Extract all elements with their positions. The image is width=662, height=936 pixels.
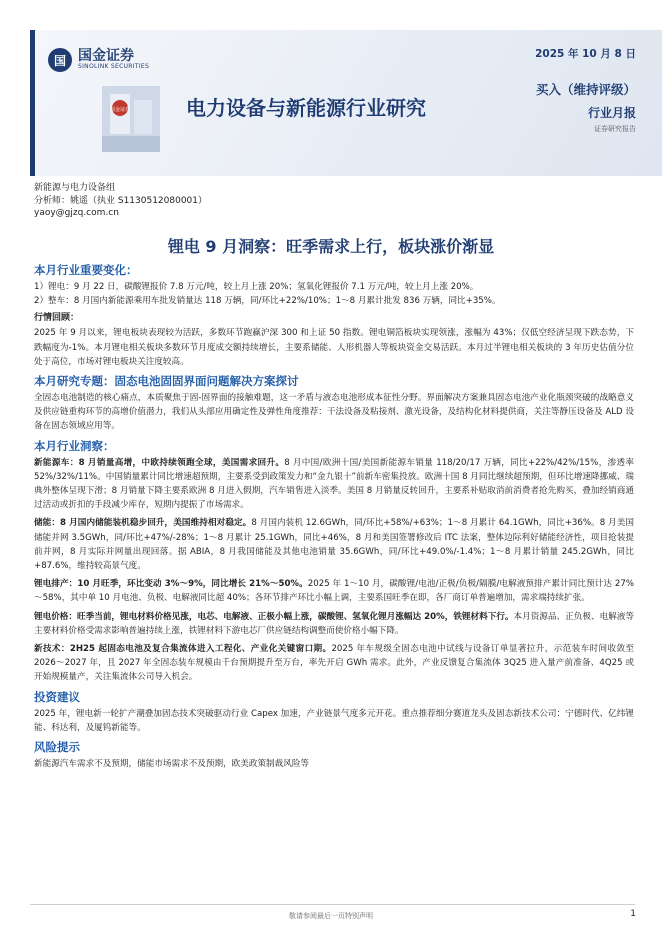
logo-english-name: SINOLINK SECURITIES [78, 63, 150, 70]
page-headline: 锂电 9 月洞察：旺季需求上行，板块涨价渐显 [167, 237, 495, 256]
review-paragraph: 2025 年 9 月以来，锂电板块表现较为活跃，多数环节跑赢沪深 300 和上证 50 指数。锂电铜箔板块实现领涨，涨幅为 43%；仅低空经济呈现下跌态势，下跌幅度为-1%。本月锂电相关板块多数环节月度成交额持续增长，主要系储能、人形机器人等板块资金交易活跃。本月过半锂电相关板块的 3 年历史估值分位处于高位，市场对锂电板块关注度较高。 [34, 328, 634, 367]
change-item: 2）整车：8 月国内新能源乘用车批发销量达 118 万辆，同/环比+22%/10%；1～8 月累计批发 836 万辆，同比+35%。 [34, 296, 501, 307]
document-subtype: 证券研究报告 [594, 125, 636, 133]
price-lead: 锂电价格：旺季当前，锂电材料价格见涨，电芯、电解液、正极小幅上涨，碳酸锂、氢氧化锂月涨幅达 20%，铁锂材料下行。 [34, 611, 514, 622]
storage-lead: 储能：8 月国内储能装机稳步回升，美国维持相对稳定。 [34, 518, 252, 529]
analyst-email[interactable]: yaoy@gjzq.com.cn [34, 208, 119, 218]
ev-paragraph [34, 456, 634, 513]
advice-heading: 投资建议 [34, 689, 80, 704]
photo-sign-text: 国金证券 [109, 107, 131, 113]
review-heading: 行情回顾： [34, 313, 80, 324]
ev-lead: 新能源车：8 月销量高增，中欧持续领跑全球，美国需求回升。 [34, 457, 285, 468]
report-body [34, 258, 634, 771]
tech-lead: 新技术：2H25 起固态电池及复合集流体进入工程化、产业化关键窗口期。 [34, 644, 332, 655]
footer-divider [30, 904, 635, 905]
building-photo-icon [98, 80, 164, 156]
production-paragraph [34, 577, 634, 605]
logo-chinese-name: 国金证券 [78, 48, 134, 64]
changes-heading: 本月行业重要变化： [34, 263, 138, 277]
company-logo [48, 48, 149, 72]
production-text: 2025 年 1～10 月，碳酸锂/电池/正极/负极/隔膜/电解液预排产累计同比预计达 27%～58%，其中单 10 月电池、负极、电解液同比超 40%；各环节排产环比小幅上调，主要系国旺季在即，各厂商订单普遍增加，需求端持续扩张。 [34, 579, 634, 604]
analyst-info [34, 182, 207, 220]
report-title: 电力设备与新能源行业研究 [186, 96, 426, 120]
team-group: 新能源与电力设备组 [34, 183, 116, 193]
change-item: 1）锂电：9 月 22 日，碳酸锂报价 7.8 万元/吨，较上月上涨 20%；氢氧化锂报价 7.1 万元/吨，较上月上涨 20%。 [34, 282, 479, 292]
page-number: 1 [630, 909, 636, 919]
storage-paragraph [34, 516, 634, 573]
advice-paragraph: 2025 年，锂电新一轮扩产潮叠加固态技术突破驱动行业 Capex 加速，产业链景气度多元开花。重点推荐细分赛道龙头及固态新技术公司：宁德时代、亿纬锂能、科达利，及厦钨新能等。 [34, 708, 634, 733]
analyst-name: 分析师：姚遥（执业 S1130512080001） [34, 195, 208, 206]
banner-accent-bar [30, 30, 35, 176]
risk-paragraph: 新能源汽车需求不及预期，储能市场需求不及预期，欧美政策制裁风险等 [34, 759, 310, 770]
risk-heading: 风险提示 [34, 740, 80, 755]
insight-heading: 本月行业洞察： [34, 438, 115, 453]
price-text: 本月资源品、正负极、电解液等主要材料价格受需求影响普遍持续上涨，铁锂材料下游电芯厂供应链结构调整而使价格小幅下降。 [34, 611, 634, 636]
footer-disclaimer: 敬请参阅最后一页特别声明 [289, 912, 373, 920]
special-topic-heading: 本月研究专题：固态电池固固界面问题解决方案探讨 [34, 374, 299, 389]
logo-mark-icon: 国 [48, 48, 72, 72]
ev-text: 8 月中国/欧洲十国/美国新能源车销量 118/20/17 万辆，同比+22%/42%/15%，渗透率 52%/32%/11%。中国销量累计同比增速超预期，主要系受到政策发力和“金九银十”前新车密集投放。欧洲十国 8 月同比继续超预期，但环比增速降挪威、瑞典外整体呈现下滑；8 月销量下降主要系欧洲 8 月进入假期，汽车销售进入淡季。美国 8 月销量反转回升，主要系补贴取消前消费者抢先购买，叠加经销商通过活动或折扣的手段减少库存，短期内提振了市场需求。 [34, 457, 634, 511]
tech-paragraph [34, 642, 634, 685]
document-type: 行业月报 [587, 106, 636, 120]
special-topic-paragraph: 全固态电池制造的核心痛点，本质聚焦于固-固界面的接触难题，这一矛盾与液态电池形成本征性分野。界面解决方案兼具固态电池产业化瓶颈突破的战略意义及供应链重构环节的高增价值潜力，我们从头部应用确定性及弹性角度推荐：干法设备及粘接剂、激光设备，及结构化材料提供商，关注等静压设备及 ALD 设备在固态领域应用等。 [34, 393, 634, 432]
tech-text: 2025 年车规级全固态电池中试线与设备订单显著拉升，示范装车时间收敛至 2026～2027 年，且 2027 年全固态装车规模由千台预期提升至万台，率先开启 GWh 需求。此外，产业反馈复合集流体 3Q25 进入量产前准备、4Q25 或开始规模量产，关注集流体公司导入机会。 [34, 644, 635, 683]
storage-text: 8 月国内装机 12.6GWh，同/环比+58%/+63%；1～8 月累计 64.1GWh，同比+36%。8 月美国储能并网 3.5GWh，同/环比+47%/-28%；1～8 月累计 25.1GWh，同比+46%，8 月和美国签署修改后 ITC 法案，整体边际利好储能经济性，项目抢装提前并网，8 月实际并网量出现回落。据 ABIA，8 月我国储能及其他电池销量 35.6GWh，同/环比+49.0%/-1.4%；1～8 月累计销量 245.2GWh，同比+87.6%，维持较高景气度。 [34, 518, 634, 572]
production-lead: 锂电排产：10 月旺季，环比变动 3%～9%，同比增长 21%～50%。 [34, 579, 308, 590]
rating-badge: 买入（维持评级） [535, 82, 636, 97]
report-date: 2025 年 10 月 8 日 [535, 48, 636, 60]
price-paragraph [34, 610, 634, 638]
